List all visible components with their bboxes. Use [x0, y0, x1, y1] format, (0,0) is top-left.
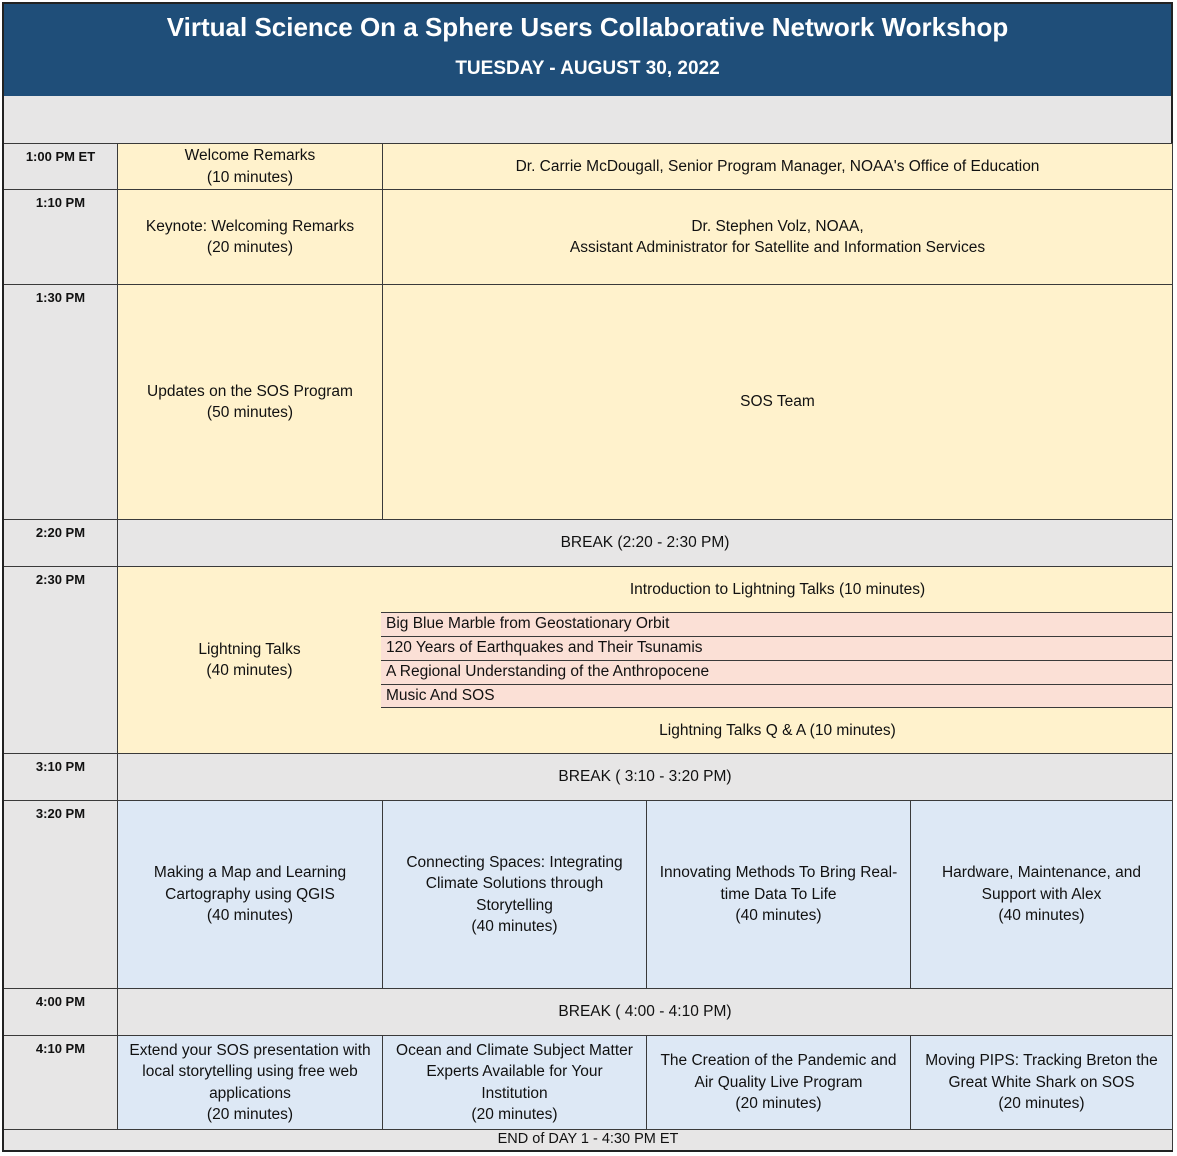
lightning-talk-item: Music And SOS — [381, 684, 1172, 708]
workshop-hardware — [911, 801, 1173, 989]
workshop-real-time-data — [647, 801, 911, 989]
session-title: Welcome Remarks — [184, 147, 316, 164]
workshop-ocean-climate-experts — [383, 1036, 647, 1130]
workshop-line: Support with Alex — [981, 885, 1102, 903]
workshop-duration: (40 minutes) — [735, 907, 822, 925]
time-slot-100: 1:00 PM ET — [4, 143, 118, 190]
session-duration: (50 minutes) — [206, 404, 294, 421]
workshop-duration: (20 minutes) — [998, 1095, 1085, 1113]
workshop-connecting-spaces — [383, 801, 647, 989]
workshop-line: Making a Map and Learning — [153, 864, 347, 882]
end-of-day — [4, 1130, 1173, 1150]
session-welcome-remarks — [118, 143, 383, 190]
speaker-welcome — [383, 143, 1173, 190]
workshop-duration: (40 minutes) — [998, 907, 1085, 925]
workshop-line: The Creation of the Pandemic and — [660, 1052, 897, 1070]
workshop-line: Innovating Methods To Bring Real- — [659, 864, 898, 882]
break-label: BREAK (2:20 - 2:30 PM) — [560, 534, 730, 552]
lightning-talks-label — [118, 567, 381, 753]
workshop-duration: (20 minutes) — [735, 1095, 822, 1113]
end-label: END of DAY 1 - 4:30 PM ET — [497, 1131, 679, 1148]
time-slot-320: 3:20 PM — [4, 801, 118, 989]
time-slot-410: 4:10 PM — [4, 1036, 118, 1130]
workshop-storytelling — [118, 1036, 383, 1130]
workshop-line: Cartography using QGIS — [165, 885, 335, 903]
session-title: Updates on the SOS Program — [147, 382, 353, 400]
workshop-duration: (40 minutes) — [206, 907, 294, 925]
workshop-line: Ocean and Climate Subject Matter — [396, 1041, 633, 1059]
spacer-band — [4, 96, 1171, 143]
workshop-line: Connecting Spaces: Integrating — [406, 853, 623, 871]
workshop-line: local storytelling using free web — [142, 1063, 358, 1080]
workshop-pandemic-air-quality — [647, 1036, 911, 1130]
schedule-header — [4, 4, 1171, 96]
lightning-talk-item: A Regional Understanding of the Anthropocene — [381, 660, 1172, 684]
workshop-line: Air Quality Live Program — [694, 1073, 863, 1091]
session-duration: (10 minutes) — [206, 168, 294, 186]
workshop-duration: (20 minutes) — [471, 1106, 558, 1123]
time-slot-110: 1:10 PM — [4, 190, 118, 285]
time-slot-230: 2:30 PM — [4, 567, 118, 754]
speaker-line-2: Assistant Administrator for Satellite and Information Services — [569, 239, 986, 256]
time-slot-220: 2:20 PM — [4, 520, 118, 567]
workshop-line: Experts Available for Your — [426, 1063, 603, 1080]
lightning-talk-item: Big Blue Marble from Geostationary Orbit — [381, 612, 1172, 636]
break-310 — [118, 754, 1173, 801]
workshop-moving-pips — [911, 1036, 1173, 1130]
speaker-line-1: Dr. Stephen Volz, NOAA, — [691, 217, 864, 235]
session-title: Keynote: Welcoming Remarks — [145, 217, 355, 235]
session-duration: (20 minutes) — [206, 239, 294, 256]
time-slot-130: 1:30 PM — [4, 285, 118, 520]
workshop-line: Moving PIPS: Tracking Breton the — [925, 1052, 1158, 1070]
time-slot-400: 4:00 PM — [4, 989, 118, 1036]
speaker-name: SOS Team — [740, 393, 815, 411]
workshop-line: Hardware, Maintenance, and — [941, 864, 1142, 882]
workshop-line: Extend your SOS presentation with — [129, 1041, 371, 1059]
session-keynote — [118, 190, 383, 285]
workshop-line: applications — [209, 1084, 291, 1102]
session-title: Lightning Talks — [198, 640, 301, 658]
workshop-duration: (40 minutes) — [471, 918, 558, 935]
break-label: BREAK ( 3:10 - 3:20 PM) — [558, 768, 732, 786]
workshop-line: Great White Shark on SOS — [948, 1073, 1135, 1091]
break-label: BREAK ( 4:00 - 4:10 PM) — [558, 1003, 732, 1021]
break-400 — [118, 989, 1173, 1036]
event-date: TUESDAY - AUGUST 30, 2022 — [455, 58, 720, 79]
break-220 — [118, 520, 1173, 567]
workshop-line: Storytelling — [476, 896, 553, 914]
workshop-line: time Data To Life — [720, 885, 837, 903]
speaker-keynote — [383, 190, 1173, 285]
workshop-qgis — [118, 801, 383, 989]
lightning-qa: Lightning Talks Q & A (10 minutes) — [659, 721, 896, 739]
speaker-sos-team — [383, 285, 1173, 520]
workshop-line: Climate Solutions through — [425, 875, 604, 892]
page-title: Virtual Science On a Sphere Users Collaborative Network Workshop — [166, 12, 1009, 42]
session-sos-updates — [118, 285, 383, 520]
workshop-line: Institution — [481, 1084, 548, 1102]
session-duration: (40 minutes) — [206, 662, 293, 679]
speaker-name: Dr. Carrie McDougall, Senior Program Manager, NOAA's Office of Education — [515, 157, 1040, 175]
lightning-intro: Introduction to Lightning Talks (10 minutes) — [629, 580, 926, 598]
lightning-talk-item: 120 Years of Earthquakes and Their Tsunamis — [381, 636, 1172, 660]
workshop-duration: (20 minutes) — [206, 1106, 294, 1123]
time-slot-310: 3:10 PM — [4, 754, 118, 801]
